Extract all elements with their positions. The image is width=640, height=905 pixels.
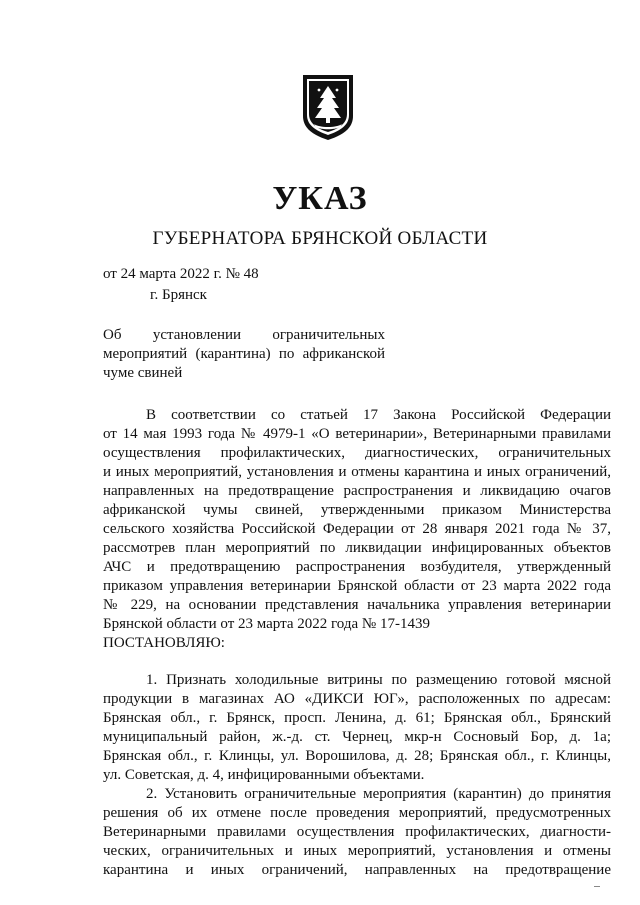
- scan-speck: [594, 886, 600, 887]
- preamble-line: В соответствии со статьей 17 Закона Российской Федерации: [146, 407, 611, 423]
- item-1-line: Брянская обл., г. Брянск, просп. Ленина, д. 61; Брянская обл., Брянский: [103, 710, 611, 726]
- preamble-line: приказом управления ветеринарии Брянской области от 23 марта 2022 года: [103, 578, 611, 594]
- item-2-line: Ветеринарными правилами осуществления профилактических, диагности-: [103, 824, 611, 840]
- decree-subject: [103, 326, 385, 383]
- item-2-line: решения об их отмене после проведения мероприятий, предусмотренных: [103, 805, 611, 821]
- decree-city: г. Брянск: [150, 287, 207, 303]
- item-2-line: 2. Установить ограничительные мероприятия (карантин) до принятия: [146, 786, 611, 802]
- item-1-line: продукции в магазинах АО «ДИКСИ ЮГ», расположенных по адресам:: [103, 691, 611, 707]
- preamble-line: № 229, на основании представления начальника управления ветеринарии: [103, 597, 611, 613]
- preamble-line: от 14 мая 1993 года № 4979-1 «О ветеринарии», Ветеринарными правилами: [103, 426, 611, 442]
- item-2-line: ческих, ограничительных и иных мероприятий, установления и отмены: [103, 843, 611, 859]
- item-1-line: 1. Признать холодильные витрины по размещению готовой мясной: [146, 672, 611, 688]
- preamble-line: сельского хозяйства Российской Федерации от 28 января 2021 года № 37,: [103, 521, 611, 537]
- subject-line: Об установлении ограничительных: [103, 327, 385, 343]
- item-2-line: карантина и иных ограничений, направленных на предотвращение: [103, 862, 611, 878]
- preamble-line: рассмотрев план мероприятий по ликвидации инфицированных объектов: [103, 540, 611, 556]
- decree-word: ПОСТАНОВЛЯЮ:: [103, 635, 225, 651]
- decree-date-number: от 24 марта 2022 г. № 48: [103, 266, 259, 282]
- item-1-line: ул. Советская, д. 4, инфицированными объектами.: [103, 767, 425, 783]
- decree-body: [103, 406, 611, 880]
- preamble-line: АЧС и предотвращению распространения возбудителя, утвержденный: [103, 559, 611, 575]
- item-1-line: муниципальный район, ж.-д. ст. Чернец, мкр-н Сосновый Бор, д. 1а;: [103, 729, 611, 745]
- subject-line: чуме свиней: [103, 365, 183, 381]
- item-1-line: Брянская обл., г. Клинцы, ул. Ворошилова, д. 28; Брянская обл., г. Клинцы,: [103, 748, 611, 764]
- preamble-line: Брянской области от 23 марта 2022 года № 17-1439: [103, 616, 430, 632]
- coat-of-arms-icon: [300, 72, 356, 142]
- subject-line: мероприятий (карантина) по африканской: [103, 346, 385, 362]
- document-subtitle: ГУБЕРНАТОРА БРЯНСКОЙ ОБЛАСТИ: [152, 228, 488, 249]
- preamble-line: африканской чумы свиней, утвержденными приказом Министерства: [103, 502, 611, 518]
- preamble-line: направленных на предотвращение распространения и ликвидацию очагов: [103, 483, 611, 499]
- document-title: УКАЗ: [272, 180, 368, 217]
- preamble-line: осуществления профилактических, диагностических, ограничительных: [103, 445, 611, 461]
- preamble-line: и иных мероприятий, установления и отмены карантина и иных ограничений,: [103, 464, 611, 480]
